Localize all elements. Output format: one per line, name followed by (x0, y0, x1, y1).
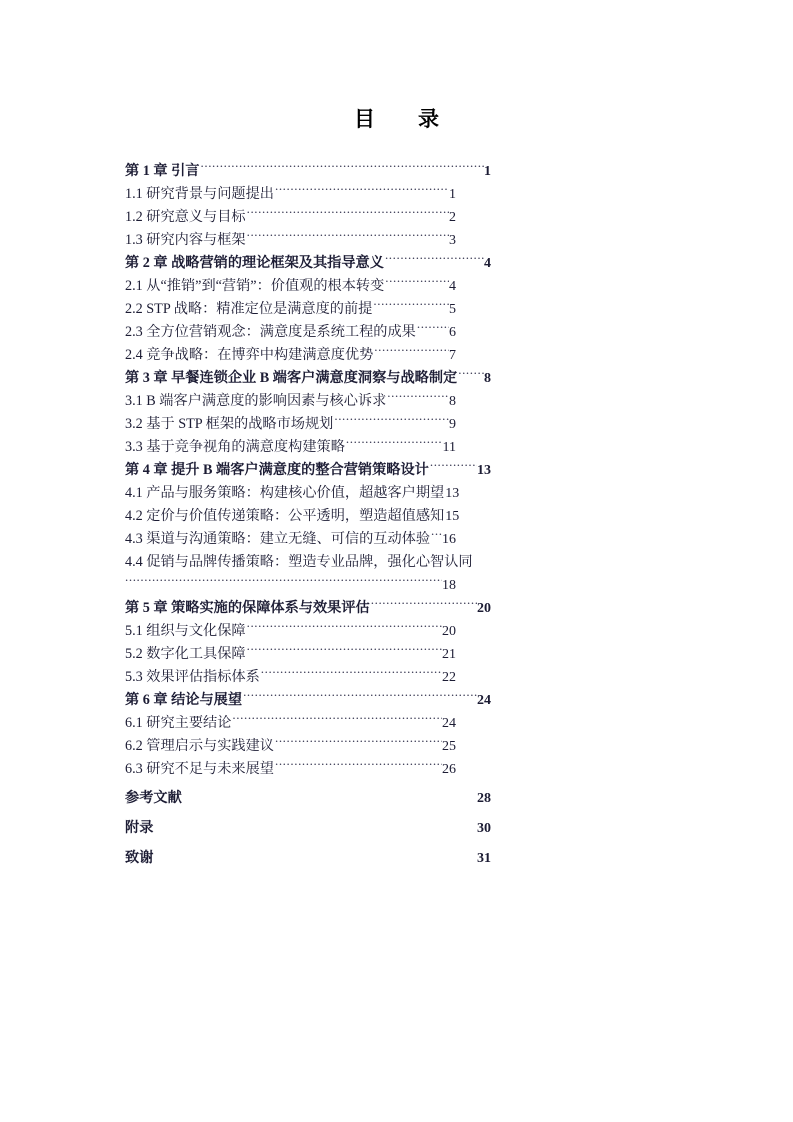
toc-entry[interactable] (125, 689, 491, 712)
toc-entry-label: 第 4 章 提升 B 端客户满意度的整合营销策略设计 (125, 462, 429, 478)
toc-dot-leader (183, 788, 477, 802)
toc-entry[interactable] (125, 841, 491, 871)
toc-entry-page-number: 16 (442, 532, 456, 547)
toc-entry[interactable] (125, 413, 456, 436)
toc-entry-label: 4.1 产品与服务策略：构建核心价值，超越客户期望 (125, 485, 445, 501)
toc-entry-label: 2.3 全方位营销观念：满意度是系统工程的成果 (125, 324, 416, 340)
toc-entry[interactable] (125, 574, 456, 597)
toc-entry[interactable] (125, 275, 456, 298)
toc-entry[interactable] (125, 781, 491, 811)
toc-entry-page-number: 31 (477, 851, 491, 866)
toc-entry-page-number: 1 (484, 164, 491, 179)
toc-entry[interactable] (125, 620, 456, 643)
toc-entry[interactable] (125, 597, 491, 620)
toc-entry-page-number: 22 (442, 670, 456, 685)
toc-dot-leader (385, 253, 484, 267)
toc-entry-page-number: 18 (442, 578, 456, 593)
toc-entry-page-number: 21 (442, 647, 456, 662)
toc-entry[interactable] (125, 505, 460, 528)
toc-entry-page-number: 8 (484, 371, 491, 386)
toc-entry-label: 4.3 渠道与沟通策略：建立无缝、可信的互动体验 (125, 531, 431, 547)
toc-dot-leader (275, 184, 449, 198)
toc-entry-label: 6.1 研究主要结论 (125, 715, 232, 731)
toc-dot-leader (243, 690, 477, 704)
toc-entry[interactable] (125, 298, 456, 321)
toc-entry[interactable] (125, 321, 456, 344)
toc-entry-label: 致谢 (125, 850, 154, 866)
toc-entry-label: 4.2 定价与价值传递策略：公平透明，塑造超值感知 (125, 508, 445, 524)
toc-entry[interactable] (125, 666, 456, 689)
toc-entry-label: 2.4 竞争战略：在博弈中构建满意度优势 (125, 347, 374, 363)
toc-dot-leader (458, 368, 484, 382)
toc-dot-leader (154, 848, 477, 862)
toc-entry-page-number: 4 (484, 256, 491, 271)
toc-dot-leader (374, 345, 449, 359)
toc-entry-page-number: 4 (449, 279, 456, 294)
toc-entry[interactable] (125, 528, 456, 551)
toc-entry-page-number: 15 (445, 509, 460, 524)
toc-entry-page-number: 20 (442, 624, 456, 639)
toc-entry-label: 3.2 基于 STP 框架的战略市场规划 (125, 416, 334, 432)
toc-entry[interactable] (125, 735, 456, 758)
toc-entry-page-number: 2 (449, 210, 456, 225)
toc-entry-page-number: 25 (442, 739, 456, 754)
toc-entry-page-number: 5 (449, 302, 456, 317)
toc-entry[interactable] (125, 367, 491, 390)
toc-entry[interactable] (125, 390, 456, 413)
toc-dot-leader (385, 276, 449, 290)
toc-entry-page-number: 20 (477, 601, 491, 616)
toc-entry-page-number: 9 (449, 417, 456, 432)
toc-entry-label: 2.1 从“推销”到“营销”：价值观的根本转变 (125, 278, 385, 294)
toc-dot-leader (247, 230, 449, 244)
toc-entry-label: 第 2 章 战略营销的理论框架及其指导意义 (125, 255, 384, 271)
toc-entry-label: 5.3 效果评估指标体系 (125, 669, 260, 685)
toc-entry[interactable] (125, 758, 456, 781)
toc-dot-leader (373, 299, 449, 313)
toc-dot-leader (346, 437, 443, 451)
toc-dot-leader (334, 414, 449, 428)
toc-dot-leader (247, 621, 442, 635)
toc-entry-label: 6.2 管理启示与实践建议 (125, 738, 274, 754)
toc-entry[interactable] (125, 436, 456, 459)
toc-entry-page-number: 24 (442, 716, 456, 731)
toc-entry-label: 1.1 研究背景与问题提出 (125, 186, 274, 202)
toc-entry[interactable] (125, 712, 456, 735)
toc-list (125, 160, 491, 871)
toc-entry-label: 附录 (125, 820, 154, 836)
toc-dot-leader (261, 667, 442, 681)
toc-dot-leader (125, 575, 442, 589)
toc-entry[interactable] (125, 252, 491, 275)
toc-dot-leader (247, 207, 449, 221)
toc-entry-label: 第 5 章 策略实施的保障体系与效果评估 (125, 600, 370, 616)
toc-entry-page-number: 6 (449, 325, 456, 340)
toc-entry-label: 5.2 数字化工具保障 (125, 646, 246, 662)
toc-dot-leader (232, 713, 442, 727)
toc-entry-page-number: 3 (449, 233, 456, 248)
toc-entry-label: 6.3 研究不足与未来展望 (125, 761, 274, 777)
toc-dot-leader (387, 391, 449, 405)
toc-entry-label: 3.1 B 端客户满意度的影响因素与核心诉求 (125, 393, 387, 409)
toc-entry-label: 4.4 促销与品牌传播策略：塑造专业品牌，强化心智认同 (125, 554, 473, 570)
toc-entry-page-number: 1 (449, 187, 456, 202)
toc-dot-leader (247, 644, 442, 658)
toc-entry-page-number: 24 (477, 693, 491, 708)
toc-entry-page-number: 26 (442, 762, 456, 777)
toc-entry[interactable] (125, 229, 456, 252)
toc-entry[interactable] (125, 459, 491, 482)
toc-dot-leader (275, 759, 442, 773)
toc-entry-page-number: 7 (449, 348, 456, 363)
toc-dot-leader (275, 736, 442, 750)
toc-entry-label: 3.3 基于竞争视角的满意度构建策略 (125, 439, 345, 455)
toc-dot-leader (431, 529, 442, 543)
toc-dot-leader (154, 818, 477, 832)
toc-entry-page-number: 8 (449, 394, 456, 409)
toc-entry-label: 第 1 章 引言 (125, 163, 200, 179)
toc-entry-label: 5.1 组织与文化保障 (125, 623, 246, 639)
toc-entry[interactable] (125, 344, 456, 367)
toc-entry[interactable] (125, 183, 456, 206)
toc-entry-label: 2.2 STP 战略：精准定位是满意度的前提 (125, 301, 373, 317)
page-title: 目 录 (354, 107, 450, 131)
toc-entry[interactable] (125, 160, 491, 183)
toc-entry-label: 1.2 研究意义与目标 (125, 209, 246, 225)
toc-dot-leader (371, 598, 477, 612)
toc-entry[interactable] (125, 206, 456, 229)
toc-entry-label: 第 3 章 早餐连锁企业 B 端客户满意度洞察与战略制定 (125, 370, 458, 386)
toc-entry[interactable] (125, 551, 473, 574)
toc-entry-page-number: 30 (477, 821, 491, 836)
toc-entry-label: 1.3 研究内容与框架 (125, 232, 246, 248)
toc-dot-leader (417, 322, 449, 336)
toc-entry[interactable] (125, 811, 491, 841)
toc-entry-label: 参考文献 (125, 790, 182, 806)
toc-dot-leader (430, 460, 477, 474)
toc-entry-page-number: 11 (442, 440, 456, 455)
toc-entry-page-number: 13 (477, 463, 491, 478)
toc-entry[interactable] (125, 482, 460, 505)
toc-entry-label: 第 6 章 结论与展望 (125, 692, 243, 708)
toc-entry-page-number: 13 (445, 486, 460, 501)
toc-dot-leader (201, 161, 485, 175)
toc-entry-page-number: 28 (477, 791, 491, 806)
toc-entry[interactable] (125, 643, 456, 666)
